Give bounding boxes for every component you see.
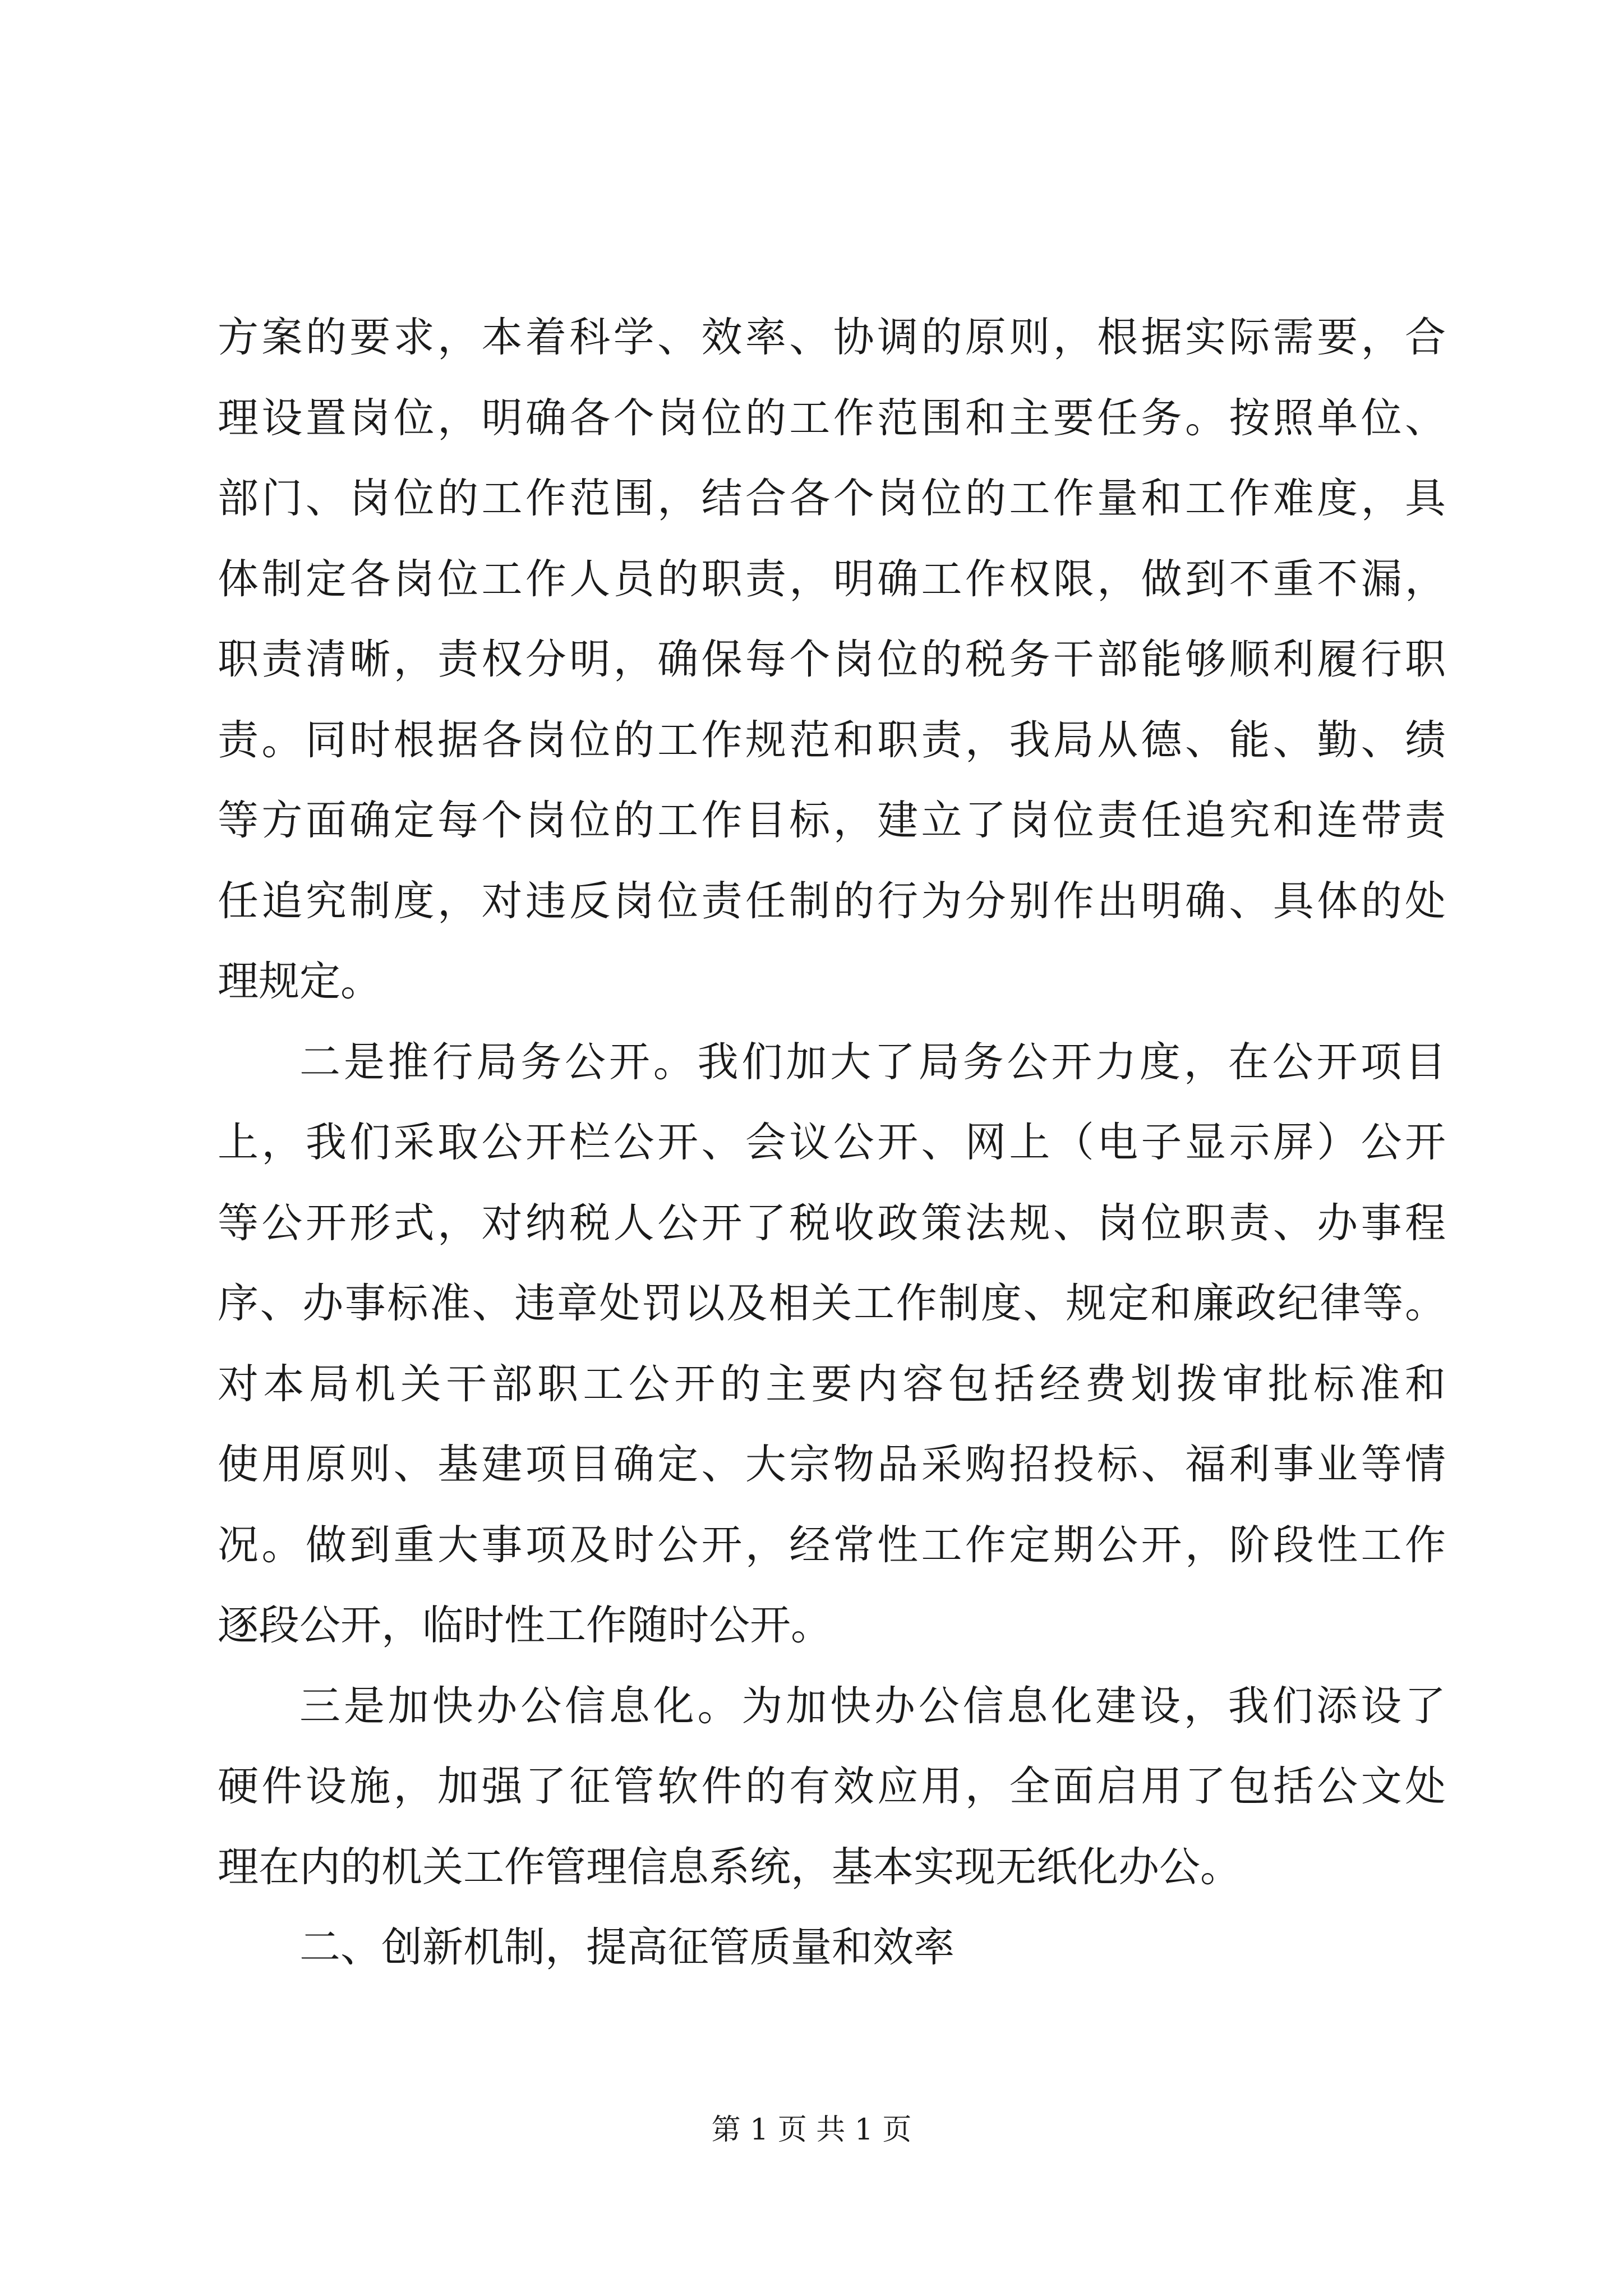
text-line: 逐段公开，临时性工作随时公开。 [218,1602,832,1649]
text-line: 部门、岗位的工作范围，结合各个岗位的工作量和工作难度，具 [218,475,1446,522]
paragraph-first-line: 二是推行局务公开。我们加大了局务公开力度，在公开项目 [299,1038,1446,1086]
text-line: 理在内的机关工作管理信息系统，基本实现无纸化办公。 [218,1843,1241,1891]
text-line: 对本局机关干部职工公开的主要内容包括经费划拨审批标准和 [218,1360,1446,1408]
text-line: 使用原则、基建项目确定、大宗物品采购招投标、福利事业等情 [218,1441,1446,1488]
text-line: 况。做到重大事项及时公开，经常性工作定期公开，阶段性工作 [218,1521,1446,1569]
paragraph-first-line: 三是加快办公信息化。为加快办公信息化建设，我们添设了 [299,1682,1446,1730]
text-line: 理设置岗位，明确各个岗位的工作范围和主要任务。按照单位、 [218,394,1446,442]
text-line: 等方面确定每个岗位的工作目标，建立了岗位责任追究和连带责 [218,797,1446,844]
text-line: 序、办事标准、违章处罚以及相关工作制度、规定和廉政纪律等。 [218,1280,1446,1327]
text-line: 体制定各岗位工作人员的职责，明确工作权限，做到不重不漏， [218,555,1446,603]
text-line: 硬件设施，加强了征管软件的有效应用，全面启用了包括公文处 [218,1763,1446,1810]
text-line: 方案的要求，本着科学、效率、协调的原则，根据实际需要，合 [218,314,1446,361]
text-line: 职责清晰，责权分明，确保每个岗位的税务干部能够顺利履行职 [218,636,1446,683]
document-body [218,297,1446,1988]
section-heading: 二、创新机制，提高征管质量和效率 [299,1924,955,1971]
text-line: 等公开形式，对纳税人公开了税收政策法规、岗位职责、办事程 [218,1199,1446,1247]
text-line: 责。同时根据各岗位的工作规范和职责，我局从德、能、勤、绩 [218,716,1446,764]
page-footer: 第 1 页 共 1 页 [711,2113,912,2147]
text-line: 上，我们采取公开栏公开、会议公开、网上（电子显示屏）公开 [218,1119,1446,1166]
text-line: 任追究制度，对违反岗位责任制的行为分别作出明确、具体的处 [218,877,1446,925]
text-line: 理规定。 [218,958,381,1005]
